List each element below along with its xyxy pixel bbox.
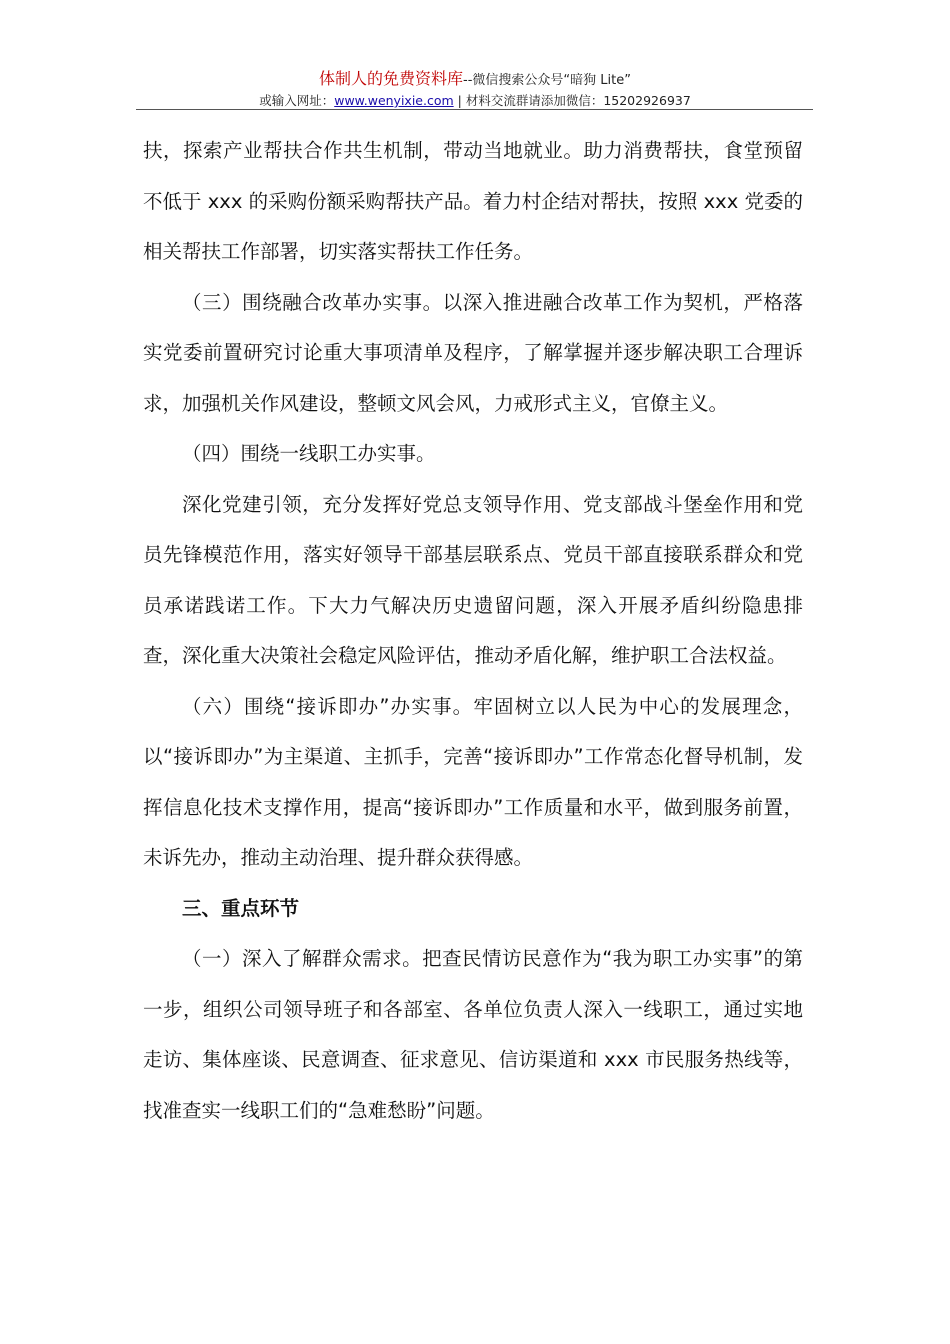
header-title-line xyxy=(0,68,950,92)
document-body xyxy=(143,126,803,1136)
header-divider xyxy=(136,109,813,110)
site-link[interactable]: www.wenyixie.com xyxy=(334,93,454,108)
url-prefix: 或输入网址： xyxy=(259,93,335,108)
page-header xyxy=(0,68,950,110)
section-heading-3: 三、重点环节 xyxy=(182,896,300,920)
header-contact-line xyxy=(0,92,950,110)
paragraph-continuation: 扶，探索产业帮扶合作共生机制，带动当地就业。助力消费帮扶，食堂预留不低于 xxx 的采购份额采购帮扶产品。着力村企结对帮扶，按照 xxx 党委的相关帮扶工作部署，切实落实帮扶工作任务。 xyxy=(143,139,803,263)
header-tagline: --微信搜索公众号“暗狗 Lite” xyxy=(463,73,631,88)
paragraph-item-4-heading: （四）围绕一线职工办实事。 xyxy=(182,442,436,465)
paragraph-item-6: （六）围绕“接诉即办”办实事。牢固树立以人民为中心的发展理念，以“接诉即办”为主渠道、主抓手，完善“接诉即办”工作常态化督导机制，发挥信息化技术支撑作用，提高“接诉即办”工作质量和水平，做到服务前置，未诉先办，推动主动治理、提升群众获得感。 xyxy=(143,694,803,869)
brand-title: 体制人的免费资料库 xyxy=(319,69,464,88)
contact-info: | 材料交流群请添加微信：15202926937 xyxy=(453,93,691,108)
paragraph-item-3: （三）围绕融合改革办实事。以深入推进融合改革工作为契机，严格落实党委前置研究讨论重大事项清单及程序，了解掌握并逐步解决职工合理诉求，加强机关作风建设，整顿文风会风，力戒形式主义，官僚主义。 xyxy=(143,290,803,415)
paragraph-key-step-1: （一）深入了解群众需求。把查民情访民意作为“我为职工办实事”的第一步，组织公司领导班子和各部室、各单位负责人深入一线职工，通过实地走访、集体座谈、民意调查、征求意见、信访渠道和 xxx 市民服务热线等，找准查实一线职工们的“急难愁盼”问题。 xyxy=(143,947,803,1122)
paragraph-item-4-body: 深化党建引领，充分发挥好党总支领导作用、党支部战斗堡垒作用和党员先锋模范作用，落实好领导干部基层联系点、党员干部直接联系群众和党员承诺践诺工作。下大力气解决历史遗留问题，深入开展矛盾纠纷隐患排查，深化重大决策社会稳定风险评估，推动矛盾化解，维护职工合法权益。 xyxy=(143,492,803,667)
